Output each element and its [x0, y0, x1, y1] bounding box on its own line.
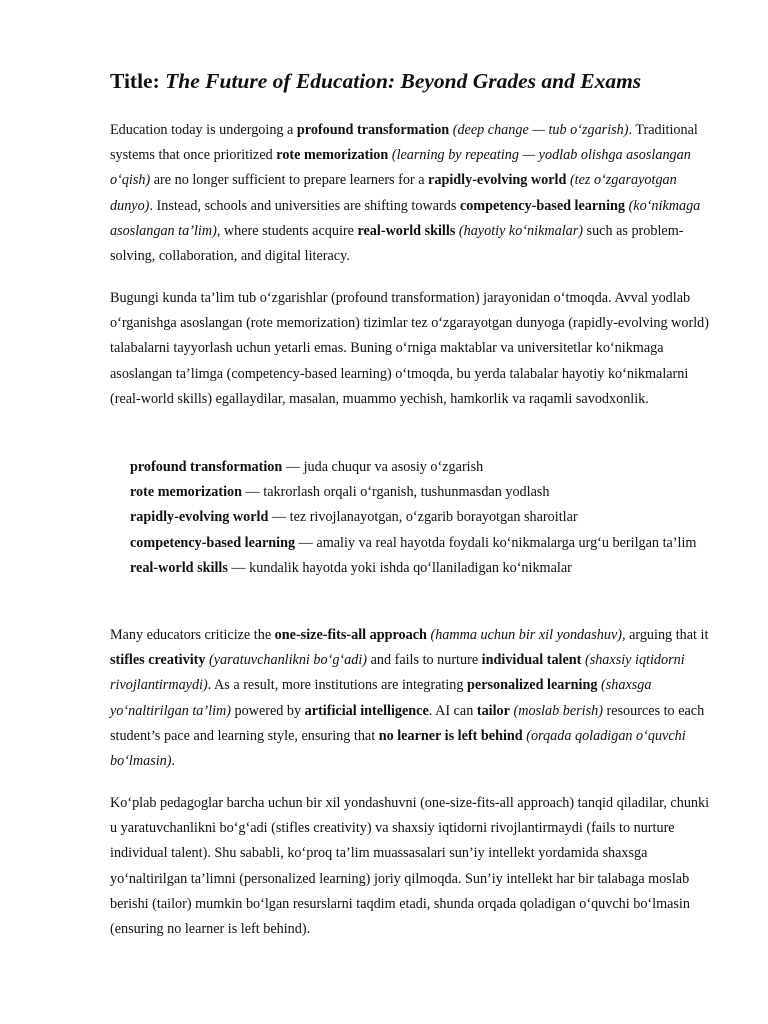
- glossary-term: rapidly-evolving world: [130, 509, 269, 526]
- document-title: [110, 66, 641, 96]
- glossary-definition: — juda chuqur va asosiy o‘zgarish: [282, 459, 484, 475]
- key-term: one-size-fits-all approach: [274, 627, 427, 643]
- key-term: stifles creativity: [110, 652, 206, 669]
- glossary-item: [110, 531, 714, 556]
- key-term: competency-based learning: [459, 197, 626, 214]
- key-term: profound transformation: [296, 122, 450, 138]
- text-run: such as problem-solving, collaboration, and digital literacy.: [110, 222, 684, 265]
- text-run: and fails to nurture: [367, 652, 482, 669]
- glossary-item: [110, 480, 714, 505]
- translation-note: (hayotiy ko‘nikmalar): [458, 222, 583, 239]
- text-run: . Traditional systems that once prioritized: [110, 122, 698, 164]
- translation-note: (moslab berish): [513, 702, 603, 719]
- translation-note: (deep change — tub o‘zgarish): [452, 122, 629, 138]
- translation-note: (hamma uchun bir xil yondashuv): [430, 627, 622, 643]
- text-run: resources to each student’s pace and learning style, ensuring that: [110, 702, 705, 744]
- key-term: tailor: [476, 702, 510, 719]
- text-run: , arguing that it: [621, 627, 709, 643]
- glossary-term: real-world skills: [130, 559, 228, 576]
- key-term: rote memorization: [276, 147, 389, 164]
- text-run: , where students acquire: [216, 222, 358, 239]
- text-run: are no longer sufficient to prepare learners for a: [150, 172, 429, 189]
- paragraph-uzbek-1: Bugungi kunda ta’lim tub o‘zgarishlar (profound transformation) jarayonidan o‘tmoqda. Avval yodlab o‘rganishga asoslangan (rote memorization) tizimlar tez o‘zgarayotgan dunyoga (rapidly-evolving world) talabalarni tayyorlash uchun yetarli emas. Buning o‘rniga maktablar va universitetlar ko‘nikmaga asoslangan ta’limga (competency-based learning) o‘tmoqda, bu yerda talabalar hayotiy ko‘nikmalarni (real-world skills) egallaydilar, masalan, muammo yechish, hamkorlik va raqamli savodxonlik.: [110, 290, 709, 407]
- text-run: . As a result, more institutions are integrating: [207, 677, 468, 694]
- translation-note: (shaxsga yo‘naltirilgan ta’lim): [110, 677, 652, 719]
- text-run: . AI can: [428, 702, 477, 719]
- key-term: real-world skills: [357, 222, 456, 239]
- key-term: no learner is left behind: [378, 727, 523, 744]
- translation-note: (shaxsiy iqtidorni rivojlantirmaydi): [110, 652, 685, 694]
- paragraph-english-2: [110, 623, 714, 774]
- translation-note: (orqada qoladigan o‘quvchi bo‘lmasin): [110, 727, 686, 770]
- text-run: powered by: [230, 702, 305, 719]
- key-term: artificial intelligence: [304, 702, 429, 719]
- text-run: .: [171, 753, 176, 770]
- translation-note: (ko‘nikmaga asoslangan ta’lim): [110, 197, 701, 239]
- glossary-term: competency-based learning: [130, 534, 296, 551]
- paragraph-uzbek-2: Ko‘plab pedagoglar barcha uchun bir xil yondashuvni (one-size-fits-all approach) tanqid qiladilar, chunki u yaratuvchanlikni bo‘g‘adi (stifles creativity) va shaxsiy iqtidorni rivojlantirmaydi (fails to nurture individual talent). Shu sababli, ko‘proq ta’lim muassasalari sun’iy intellekt yordamida shaxsga yo‘naltirilgan ta’limni (personalized learning) joriy qilmoqda. Sun’iy intellekt har bir talabaga moslab berishi (tailor) mumkin bo‘lgan resurslarni taqdim etadi, shunda orqada qoladigan o‘quvchi bo‘lmasin (ensuring no learner is left behind).: [110, 795, 710, 938]
- glossary-definition: — kundalik hayotda yoki ishda qo‘llaniladigan ko‘nikmalar: [227, 559, 572, 576]
- glossary-definition: — amaliy va real hayotda foydali ko‘nikmalarga urg‘u berilgan ta’lim: [295, 534, 697, 551]
- glossary-term: profound transformation: [130, 459, 283, 475]
- glossary-definition: — takrorlash orqali o‘rganish, tushunmasdan yodlash: [242, 484, 550, 501]
- paragraph-english-1: [110, 118, 714, 269]
- text-run: . Instead, schools and universities are shifting towards: [149, 197, 460, 214]
- glossary-item: [110, 505, 714, 530]
- title-label: Title:: [110, 69, 160, 93]
- title-text: The Future of Education: Beyond Grades and Exams: [165, 69, 642, 93]
- translation-note: (yaratuvchanlikni bo‘g‘adi): [209, 652, 368, 669]
- glossary-list: [110, 455, 714, 581]
- glossary-item: [110, 455, 714, 480]
- text-run: Many educators criticize the: [110, 627, 275, 643]
- translation-note: (learning by repeating — yodlab olishga asoslangan o‘qish): [110, 147, 691, 189]
- key-term: individual talent: [481, 652, 582, 669]
- text-run: Education today is undergoing a: [110, 122, 297, 138]
- glossary-term: rote memorization: [130, 484, 243, 501]
- glossary-item: [110, 556, 714, 581]
- translation-note: (tez o‘zgarayotgan dunyo): [110, 172, 677, 214]
- glossary-definition: — tez rivojlanayotgan, o‘zgarib borayotgan sharoitlar: [268, 509, 578, 526]
- key-term: rapidly-evolving world: [428, 172, 567, 189]
- key-term: personalized learning: [467, 677, 598, 694]
